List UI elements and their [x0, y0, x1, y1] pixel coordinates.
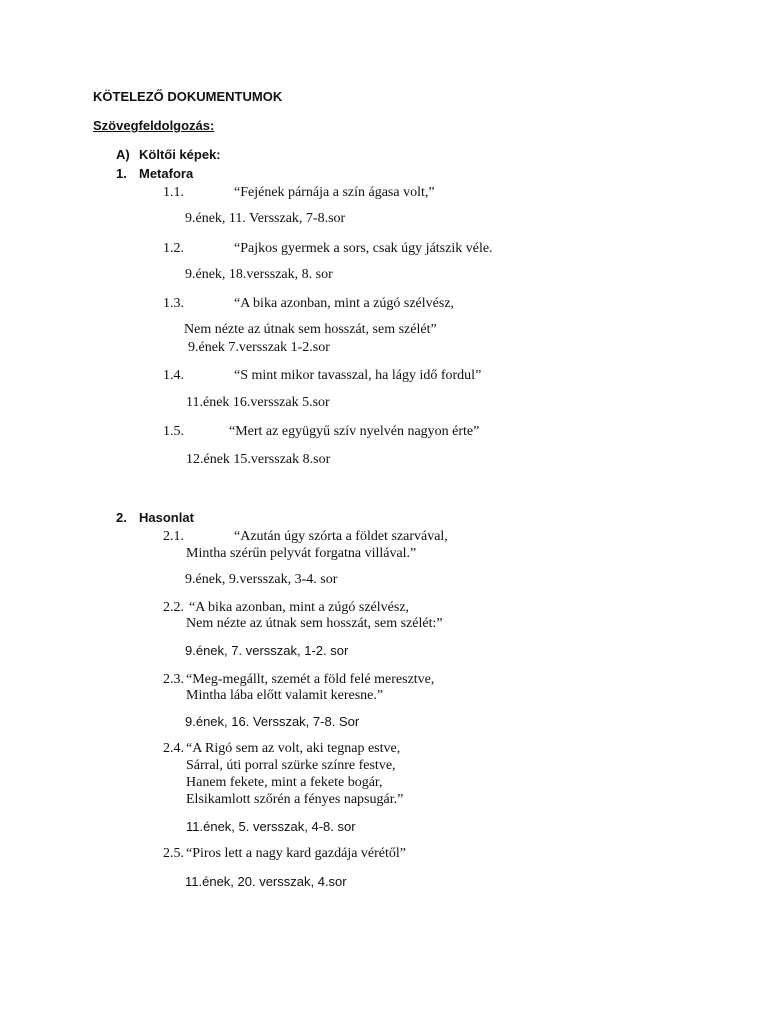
quote-line: “A bika azonban, mint a zúgó szélvész, [234, 296, 455, 311]
item-number: 2.5. [163, 846, 184, 861]
subsection-label: Költői képek: [139, 147, 221, 162]
quote-line: Nem nézte az útnak sem hosszát, sem szélét:” [186, 616, 443, 631]
quote-line: “Pajkos gyermek a sors, csak úgy játszik véle. [234, 241, 493, 256]
verse-reference: 9.ének, 9.versszak, 3-4. sor [185, 572, 338, 587]
quote-line: “A Rigó sem az volt, aki tegnap estve, [186, 741, 401, 756]
item-number: 2.1. [163, 529, 184, 544]
item-number: 2.2. [163, 600, 184, 615]
list-number-metafora: 1. [116, 166, 127, 181]
verse-reference: 9.ének, 11. Versszak, 7-8.sor [185, 211, 346, 226]
quote-line: Mintha lába előtt valamit keresne.” [186, 688, 384, 703]
item-number: 1.5. [163, 424, 184, 439]
verse-reference: 9.ének, 18.versszak, 8. sor [185, 267, 333, 282]
list-number-hasonlat: 2. [116, 510, 127, 525]
quote-line: “Mert az együgyű szív nyelvén nagyon érte” [229, 424, 480, 439]
heading-hasonlat: Hasonlat [139, 510, 194, 525]
item-number: 2.3. [163, 672, 184, 687]
item-number: 2.4. [163, 741, 184, 756]
quote-line: Sárral, úti porral szürke színre festve, [186, 758, 396, 773]
quote-line: Elsikamlott szőrén a fényes napsugár.” [186, 792, 404, 807]
subsection-marker: A) [116, 147, 130, 162]
quote-line: “Fejének párnája a szín ágasa volt,” [234, 185, 435, 200]
verse-reference: 9.ének, 16. Versszak, 7-8. Sor [185, 714, 360, 729]
verse-reference: 9.ének, 7. versszak, 1-2. sor [185, 643, 349, 658]
item-number: 1.2. [163, 241, 184, 256]
document-title: KÖTELEZŐ DOKUMENTUMOK [93, 89, 283, 104]
item-number: 1.4. [163, 368, 184, 383]
item-number: 1.3. [163, 296, 184, 311]
verse-reference: 11.ének 16.versszak 5.sor [186, 395, 330, 410]
quote-line: “Meg-megállt, szemét a föld felé meresztve, [186, 672, 435, 687]
verse-reference: 9.ének 7.versszak 1-2.sor [188, 340, 330, 355]
verse-reference: 12.ének 15.versszak 8.sor [186, 452, 331, 467]
quote-line: “Piros lett a nagy kard gazdája vérétől” [186, 846, 407, 861]
heading-metafora: Metafora [139, 166, 194, 181]
verse-reference: 11.ének, 20. versszak, 4.sor [185, 874, 347, 889]
quote-line: Mintha szérűn pelyvát forgatna villával.” [186, 546, 417, 561]
quote-line: “Azután úgy szórta a földet szarvával, [234, 529, 448, 544]
quote-line: Hanem fekete, mint a fekete bogár, [186, 775, 383, 790]
quote-line: Nem nézte az útnak sem hosszát, sem szélét” [184, 322, 437, 337]
verse-reference: 11.ének, 5. versszak, 4-8. sor [186, 819, 356, 834]
item-number: 1.1. [163, 185, 184, 200]
quote-line: “S mint mikor tavasszal, ha lágy idő fordul” [234, 368, 482, 383]
section-heading: Szövegfeldolgozás: [93, 118, 215, 133]
quote-line: “A bika azonban, mint a zúgó szélvész, [189, 600, 410, 615]
